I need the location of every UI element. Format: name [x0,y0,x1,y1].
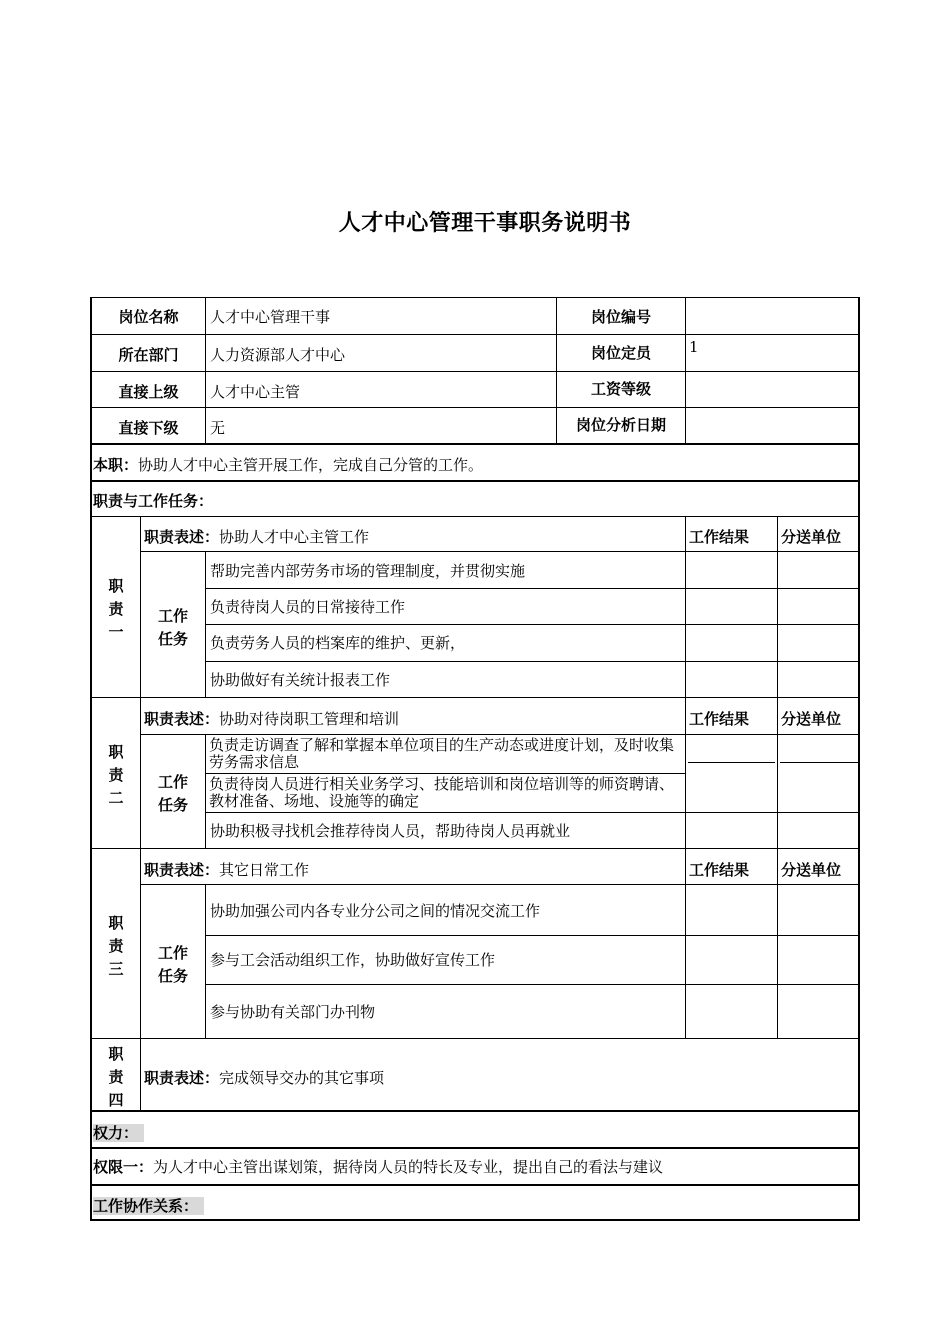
label-position-name: 岗位名称 [118,308,179,326]
cooperation-label: 工作协作关系： [93,1197,204,1215]
page-title: 人才中心管理干事职务说明书 [338,211,632,236]
duty-3-result-header: 工作结果 [689,861,750,879]
duty-2-task-2: 负责待岗人员进行相关业务学习、技能培训和岗位培训等的师资聘请、教材准备、场地、设施等的确定 [209,775,675,810]
duty-3-task-2: 参与工会活动组织工作，协助做好宣传工作 [210,951,496,969]
label-position-code: 岗位编号 [590,308,651,326]
duty-1-task-4: 协助做好有关统计报表工作 [210,671,391,689]
authority-label: 权限一： [93,1158,154,1176]
duty-3-dept-header: 分送单位 [781,861,842,879]
duty-4-desc: 职责表述：完成领导交办的其它事项 [144,1069,385,1087]
duty-1-task-label: 工作 任务 [158,607,189,648]
duty-1-result-header: 工作结果 [689,528,750,546]
authority-text: 为人才中心主管出谋划策，据待岗人员的特长及专业，提出自己的看法与建议 [153,1158,664,1176]
value-subordinate: 无 [210,419,226,437]
duty-1-dept-header: 分送单位 [781,528,842,546]
duty-2-result-header: 工作结果 [689,710,750,728]
duty-4-name: 职 责 四 [108,1045,124,1109]
power-label: 权力： [93,1124,144,1142]
label-department: 所在部门 [118,346,179,364]
value-headcount: 1 [689,338,699,356]
duty-1-name: 职 责 一 [108,577,124,641]
label-subordinate: 直接下级 [118,419,179,437]
value-position-name: 人才中心管理干事 [210,308,331,326]
duties-heading: 职责与工作任务： [93,492,214,510]
duty-2-task-1: 负责走访调查了解和掌握本单位项目的生产动态或进度计划，及时收集劳务需求信息 [209,736,675,771]
duty-3-task-label: 工作 任务 [158,944,189,985]
job-summary [93,456,483,474]
job-summary-text: 协助人才中心主管开展工作，完成自己分管的工作。 [138,456,484,474]
duty-2-name: 职 责 二 [108,743,124,807]
duty-1-task-3: 负责劳务人员的档案库的维护、更新， [210,634,466,652]
duty-2-dept-header: 分送单位 [781,710,842,728]
label-supervisor: 直接上级 [118,383,179,401]
label-salary-grade: 工资等级 [590,380,651,398]
label-headcount: 岗位定员 [590,344,651,362]
job-summary-label: 本职： [93,456,139,474]
duty-1-task-2: 负责待岗人员的日常接待工作 [210,598,406,616]
duty-2-task-3: 协助积极寻找机会推荐待岗人员，帮助待岗人员再就业 [210,822,571,840]
power-section [93,1124,144,1142]
duty-2-desc: 职责表述：协助对待岗职工管理和培训 [144,710,400,728]
duty-3-desc: 职责表述：其它日常工作 [144,861,310,879]
duty-3-task-3: 参与协助有关部门办刊物 [210,1003,376,1021]
duty-3-name: 职 责 三 [108,914,124,978]
label-analysis-date: 岗位分析日期 [575,416,666,434]
value-supervisor: 人才中心主管 [210,383,301,401]
duty-1-task-1: 帮助完善内部劳务市场的管理制度，并贯彻实施 [210,562,526,580]
duty-2-task-label: 工作 任务 [158,773,189,814]
authority-row [93,1158,663,1176]
duty-3-task-1: 协助加强公司内各专业分公司之间的情况交流工作 [210,902,541,920]
cooperation-section [93,1197,204,1215]
duty-1-desc: 职责表述：协助人才中心主管工作 [144,528,370,546]
value-department: 人力资源部人才中心 [210,346,346,364]
